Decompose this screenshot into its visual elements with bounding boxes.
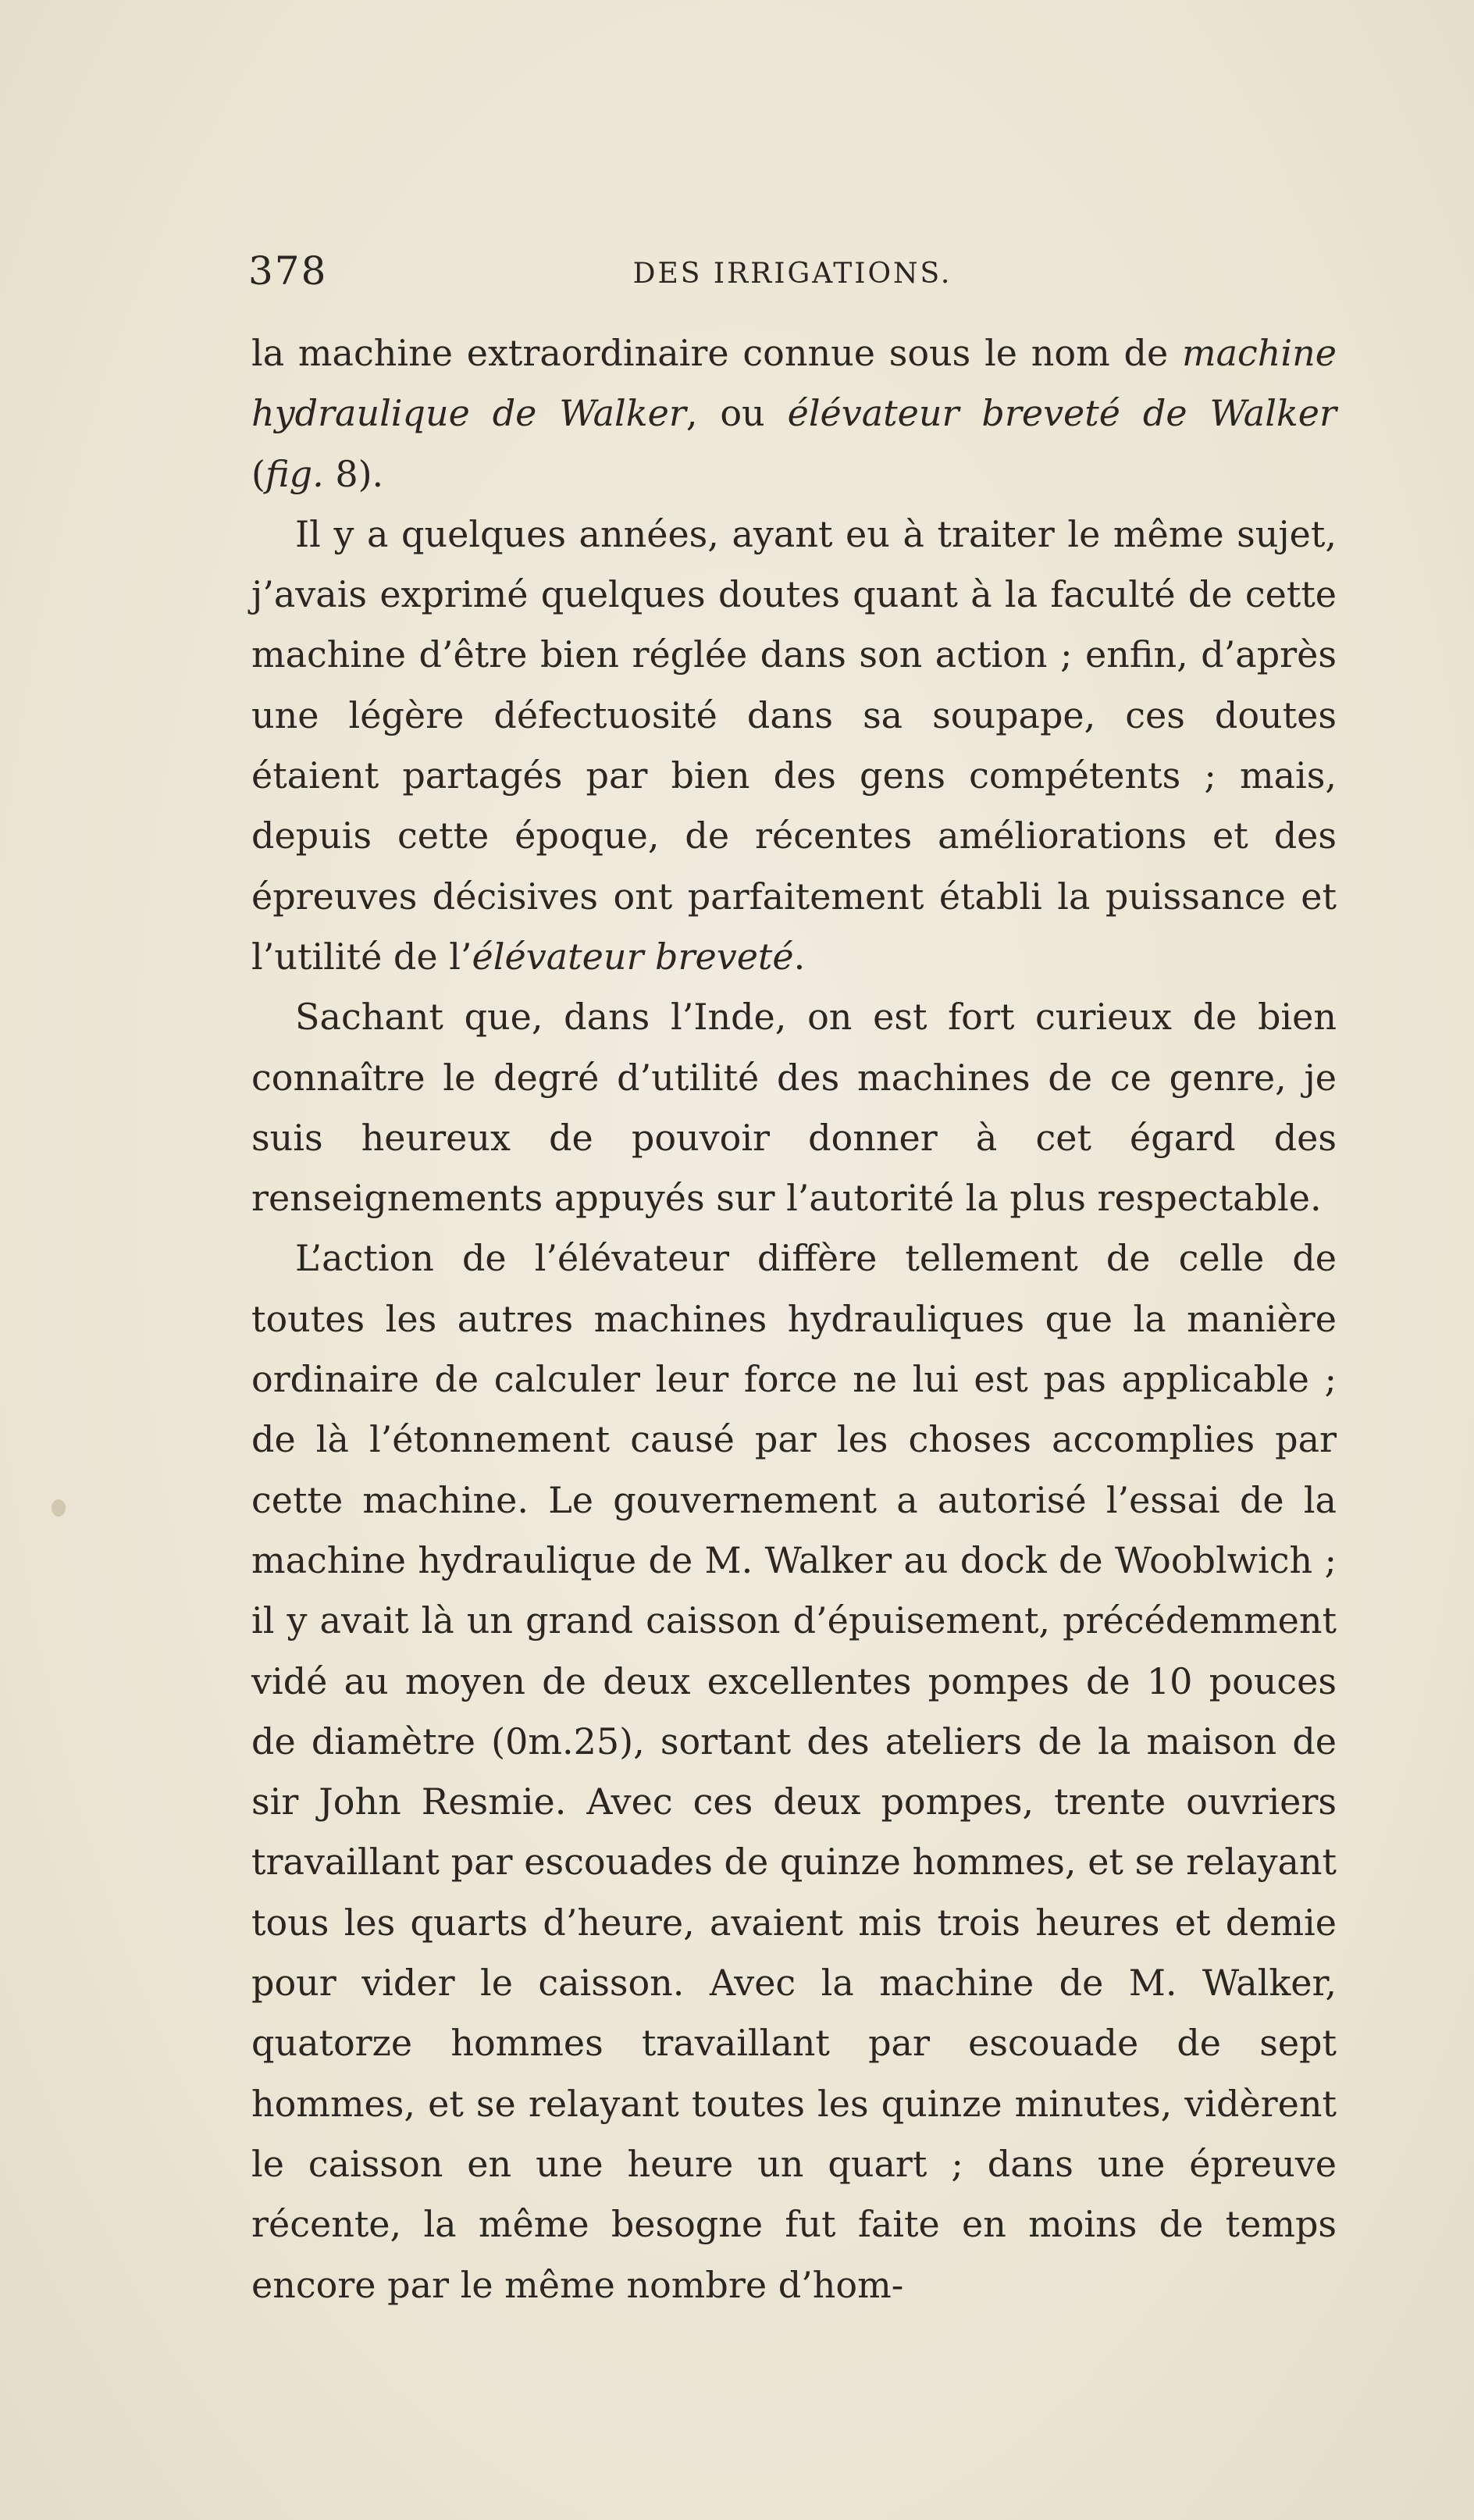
text-run: . — [793, 935, 806, 978]
paragraph — [251, 504, 1337, 987]
page-header — [248, 248, 1337, 303]
page-number: 378 — [248, 248, 328, 294]
paper-stain — [52, 1499, 66, 1517]
text-run: la machine extraordinaire connue sous le nom de — [251, 332, 1182, 374]
italic-text: fig. — [265, 452, 324, 495]
paragraph — [251, 1228, 1337, 2315]
italic-text: machine hydraulique de Walker — [251, 332, 1337, 435]
text-run: , ou — [685, 392, 788, 435]
paragraph — [251, 323, 1337, 504]
paragraph — [251, 987, 1337, 1228]
text-run: L’action de l’élévateur diffère tellement de celle de toutes les autres machines hydrauliques que la manière ordinaire de calculer leur force ne lui est pas applicable ; de là l’étonnement causé par les choses accomplies par cette machine. Le gouvernement a autorisé l’essai de la machine hydraulique de M. Walker au dock de Wooblwich ; il y avait là un grand caisson d’épuisement, précédemment vidé au moyen de deux excellentes pompes de 10 pouces de diamètre (0m.25), sortant des ateliers de la maison de sir John Resmie. Avec ces deux pompes, trente ouvriers travaillant par escouades de quinze hommes, et se relayant tous les quarts d’heure, avaient mis trois heures et demie pour vider le caisson. Avec la machine de M. Walker, quatorze hommes travaillant par escouade de sept hommes, et se relayant toutes les quinze minutes, vidèrent le caisson en une heure un quart ; dans une épreuve récente, la même besogne fut faite en moins de temps encore par le même nombre d’hom- — [251, 1237, 1337, 2306]
text-run: 8). — [323, 452, 384, 495]
body-text — [251, 323, 1337, 2315]
running-head: DES IRRIGATIONS. — [632, 258, 952, 290]
text-run: Il y a quelques années, ayant eu à traiter le même sujet, j’avais exprimé quelques doutes quant à la faculté de cette machine d’être bien réglée dans son action ; enfin, d’après une légère défectuosité dans sa soupape, ces doutes étaient partagés par bien des gens compétents ; mais, depuis cette époque, de récentes améliorations et des épreuves décisives ont parfaitement établi la puissance et l’utilité de l’ — [251, 512, 1337, 978]
text-run: Sachant que, dans l’Inde, on est fort curieux de bien connaître le degré d’utilité des machines de ce genre, je suis heureux de pouvoir donner à cet égard des renseignements appuyés sur l’autorité la plus respectable. — [251, 996, 1337, 1220]
italic-text: élévateur breveté — [472, 935, 794, 978]
italic-text: élévateur breveté de Walker — [787, 392, 1337, 435]
text-run: ( — [251, 452, 265, 495]
